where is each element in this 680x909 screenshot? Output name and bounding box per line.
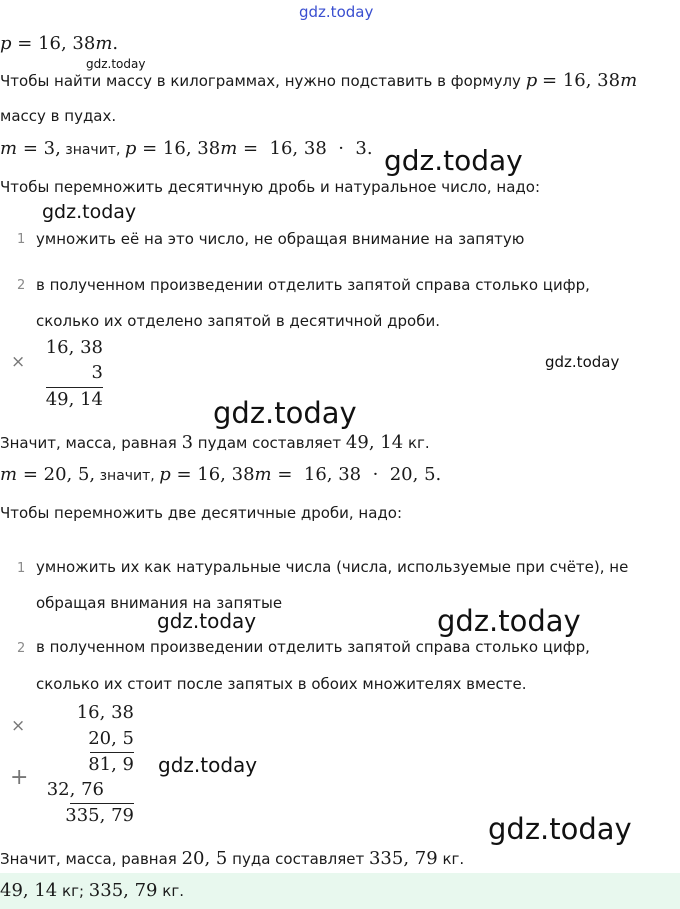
watermark: gdz.today bbox=[213, 396, 357, 430]
var-p: p bbox=[0, 33, 12, 54]
formula-line bbox=[0, 33, 118, 54]
case-value: = 20, 5, bbox=[22, 464, 96, 485]
mult-partial-1: 81, 9 bbox=[88, 754, 134, 775]
conclusion-value: 49, 14 bbox=[345, 432, 404, 453]
answer-unit: кг. bbox=[157, 882, 184, 900]
case-rhs: = 16, 38 · 3. bbox=[243, 138, 373, 159]
conclusion-number: 20, 5 bbox=[181, 848, 228, 869]
mult-factor-b: 20, 5 bbox=[88, 728, 134, 749]
intro-text bbox=[0, 70, 637, 91]
var-m: m bbox=[220, 138, 238, 159]
intro-sentence: Чтобы найти массу в килограммах, нужно подставить в формулу bbox=[0, 72, 526, 90]
multiply-sign: × bbox=[11, 716, 26, 736]
conclusion-2 bbox=[0, 848, 464, 869]
mult-line bbox=[90, 752, 134, 753]
answer-value-1: 49, 14 bbox=[0, 880, 58, 901]
conclusion-1 bbox=[0, 432, 430, 453]
case-value: = 3, bbox=[22, 138, 61, 159]
multiply-sign: × bbox=[11, 352, 26, 372]
list-item-text: умножить их как натуральные числа (числа, используемые при счёте), не bbox=[36, 558, 629, 576]
case-word: значит, bbox=[95, 468, 160, 484]
mult-line bbox=[46, 387, 103, 388]
conclusion-text: пудам составляет bbox=[193, 434, 346, 452]
watermark: gdz.today bbox=[488, 812, 632, 846]
mult-line bbox=[70, 803, 134, 804]
rule-2-title: Чтобы перемножить две десятичные дроби, надо: bbox=[0, 504, 403, 522]
watermark: gdz.today bbox=[86, 57, 146, 71]
var-m: m bbox=[620, 70, 638, 91]
var-m: m bbox=[254, 464, 272, 485]
mult-factor-a: 16, 38 bbox=[45, 337, 103, 358]
conclusion-value: 335, 79 bbox=[368, 848, 438, 869]
watermark: gdz.today bbox=[157, 609, 257, 633]
mult-result: 49, 14 bbox=[45, 389, 103, 410]
mult-result: 335, 79 bbox=[65, 805, 134, 826]
list-item-text: в полученном произведении отделить запятой справа столько цифр, bbox=[36, 638, 590, 656]
rule-1-title: Чтобы перемножить десятичную дробь и натуральное число, надо: bbox=[0, 178, 540, 196]
mult-factor-b: 3 bbox=[91, 362, 103, 383]
conclusion-unit: кг. bbox=[437, 850, 465, 868]
mult-factor-a: 16, 38 bbox=[76, 702, 134, 723]
answer-value-2: 335, 79 bbox=[88, 880, 158, 901]
list-item-text-2: сколько их отделено запятой в десятичной дроби. bbox=[36, 312, 440, 330]
list-number: 1 bbox=[17, 232, 26, 247]
var-m: m bbox=[0, 138, 18, 159]
list-number: 1 bbox=[17, 561, 26, 576]
conclusion-number: 3 bbox=[181, 432, 194, 453]
var-m: m bbox=[0, 464, 18, 485]
case-1-line bbox=[0, 138, 373, 159]
var-p: p bbox=[124, 138, 137, 159]
list-item-text-2: сколько их стоит после запятых в обоих множителях вместе. bbox=[36, 675, 527, 693]
answer-box bbox=[0, 873, 680, 909]
var-p: p bbox=[159, 464, 171, 485]
watermark: gdz.today bbox=[384, 144, 523, 177]
conclusion-text: Значит, масса, равная bbox=[0, 434, 182, 452]
watermark-top: gdz.today bbox=[299, 3, 374, 21]
intro-text-2: массу в пудах. bbox=[0, 107, 117, 125]
conclusion-text: Значит, масса, равная bbox=[0, 850, 182, 868]
watermark: gdz.today bbox=[545, 353, 620, 371]
formula-value: = 16, 38 bbox=[142, 138, 221, 159]
watermark: gdz.today bbox=[158, 753, 258, 777]
conclusion-text: пуда составляет bbox=[227, 850, 369, 868]
list-number: 2 bbox=[17, 278, 26, 293]
case-2-line bbox=[0, 464, 441, 485]
case-word: значит, bbox=[60, 142, 125, 158]
list-number: 2 bbox=[17, 641, 26, 656]
var-p: p bbox=[525, 70, 538, 91]
var-m: m bbox=[95, 33, 113, 54]
watermark: gdz.today bbox=[42, 201, 137, 223]
mult-partial-2: 32, 76 bbox=[46, 779, 104, 800]
formula-value: = 16, 38 bbox=[542, 70, 621, 91]
list-item-text-2: обращая внимания на запятые bbox=[36, 594, 283, 612]
list-item-text: в полученном произведении отделить запятой справа столько цифр, bbox=[36, 276, 590, 294]
conclusion-unit: кг. bbox=[403, 434, 430, 452]
formula-value: = 16, 38 bbox=[17, 33, 96, 54]
plus-sign: + bbox=[10, 765, 29, 790]
answer-line bbox=[0, 880, 184, 901]
case-rhs: = 16, 38 · 20, 5. bbox=[277, 464, 442, 485]
watermark: gdz.today bbox=[437, 604, 581, 638]
formula-value: = 16, 38 bbox=[176, 464, 255, 485]
list-item-text: умножить её на это число, не обращая внимание на запятую bbox=[36, 230, 525, 248]
formula-dot: . bbox=[112, 33, 119, 54]
answer-unit: кг; bbox=[57, 882, 89, 900]
